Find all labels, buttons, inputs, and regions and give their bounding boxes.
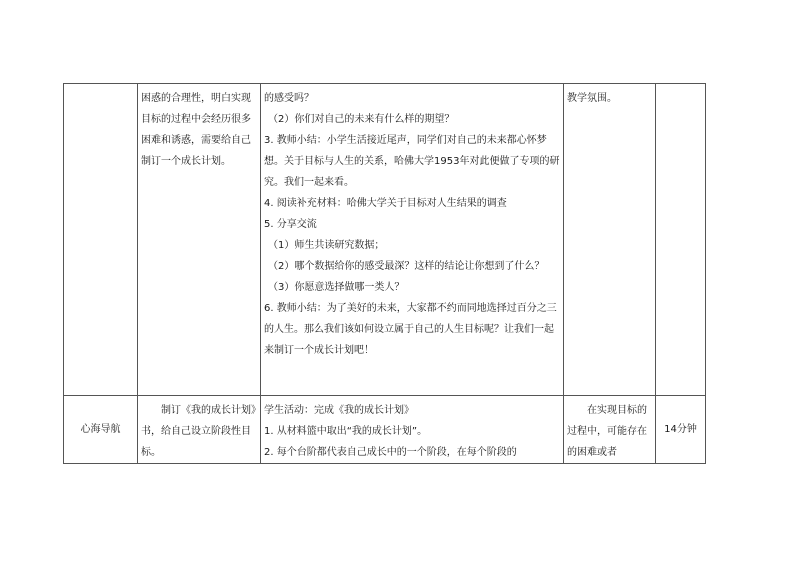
intent-cell	[564, 84, 656, 396]
intent-cell	[564, 396, 656, 464]
goal-text: 困惑的合理性，明白实现目标的过程中会经历很多困难和诱惑，需要给自己制订一个成长计划。	[141, 93, 251, 167]
activity-line: （2）你们对自己的未来有什么样的期望？	[268, 114, 455, 125]
goal-cell	[138, 84, 261, 396]
activity-line: 4. 阅读补充材料：哈佛大学关于目标对人生结果的调查	[264, 198, 507, 209]
stage-cell: 心海导航	[64, 396, 138, 464]
time-cell	[656, 84, 706, 396]
activity-line: （1）师生共读研究数据；	[268, 240, 385, 251]
activity-line: 3. 教师小结：小学生活接近尾声，同学们对自己的未来都心怀梦想。关于目标与人生的关系，哈佛大学1953年对此便做了专项的研究。我们一起来看。	[264, 135, 560, 188]
time-cell: 14分钟	[656, 396, 706, 464]
activity-line: 1. 从材料篮中取出“我的成长计划”。	[264, 426, 428, 437]
intent-text: 教学氛围。	[567, 93, 617, 104]
activity-cell	[261, 84, 564, 396]
goal-cell	[138, 396, 261, 464]
table-row	[64, 84, 706, 396]
activity-line: （3）你愿意选择做哪一类人？	[268, 282, 405, 293]
goal-text: 制订《我的成长计划》书，给自己设立阶段性目标。	[141, 405, 256, 458]
activity-line: 6. 教师小结：为了美好的未来，大家都不约而同地选择过百分之三的人生。那么我们该如何设立属于自己的人生目标呢？让我们一起来制订一个成长计划吧！	[264, 303, 557, 356]
table-row	[64, 396, 706, 464]
stage-cell	[64, 84, 138, 396]
activity-cell	[261, 396, 564, 464]
intent-text: 在实现目标的过程中，可能存在的困难或者	[567, 405, 647, 458]
activity-line: （2）哪个数据给你的感受最深？这样的结论让你想到了什么？	[268, 261, 545, 272]
activity-line: 学生活动：完成《我的成长计划》	[264, 405, 414, 416]
activity-line: 的感受吗？	[264, 93, 314, 104]
activity-line: 5. 分享交流	[264, 219, 317, 230]
lesson-plan-table	[63, 83, 706, 464]
activity-line: 2. 每个台阶都代表自己成长中的一个阶段，在每个阶段的	[264, 447, 517, 458]
